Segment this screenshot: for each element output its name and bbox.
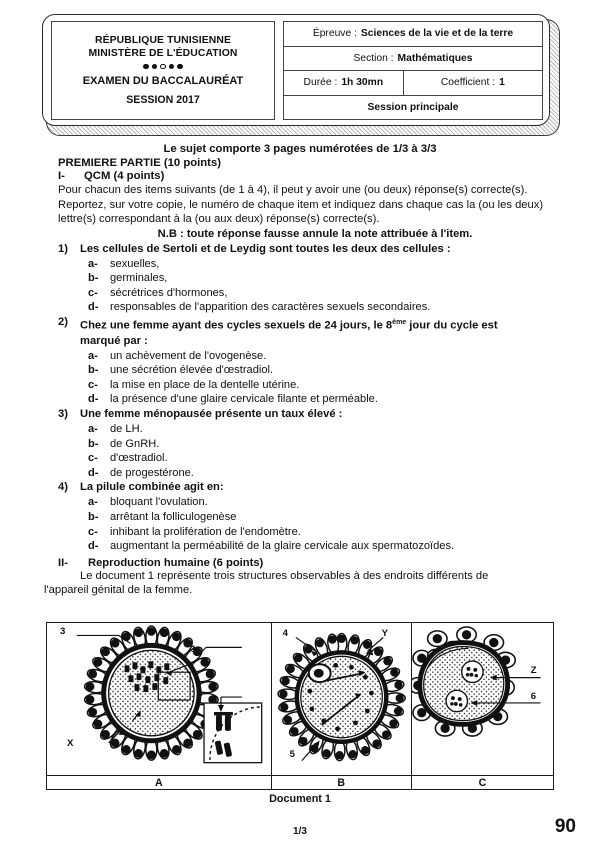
question-4-option-a: [0, 495, 600, 510]
option-letter: c-: [88, 378, 98, 391]
coefficient-label: Coefficient :: [440, 77, 496, 89]
question-1-option-b: [0, 271, 600, 286]
question-2-text-pre: Chez une femme ayant des cycles sexuels de 24 jours, le 8: [80, 319, 393, 332]
panel-a-drawing: [47, 623, 271, 775]
panel-a-label-2: 2: [197, 688, 203, 699]
option-text: de LH.: [110, 422, 143, 435]
option-letter: b-: [88, 364, 99, 377]
question-2-text-post: jour du cycle est: [406, 319, 498, 332]
qcm-instructions: Pour chacun des items suivants (de 1 à 4), il peut y avoir une (ou deux) réponse(s) correcte(s). Reportez, sur votre copie, le numéro de chaque item et indiquez dans chaque cas la (ou les deux) lettre(s) correspondant à la (ou aux deux) réponse(s) correcte(s).: [58, 184, 544, 225]
document-1-figure: [46, 622, 554, 790]
duree-label: Durée :: [303, 77, 338, 89]
panel-caption-b: B: [272, 776, 412, 789]
panel-caption-c: C: [478, 776, 487, 789]
question-2-option-b: [0, 363, 600, 378]
figure-panel-captions: [47, 775, 553, 789]
panel-b-label-5: 5: [289, 749, 295, 760]
question-1-number: 1): [58, 242, 68, 255]
header-institution-box: [51, 21, 275, 120]
question-1: [0, 242, 600, 257]
option-text: d'œstradiol.: [110, 452, 168, 465]
section-label: Section :: [353, 52, 394, 64]
option-text: un achèvement de l'ovogenèse.: [110, 349, 267, 362]
section-reproduction-heading: [0, 557, 600, 569]
exam-name: EXAMEN DU BACCALAURÉAT: [82, 75, 244, 88]
option-letter: a-: [88, 257, 98, 270]
chromosome-inset-a: [204, 697, 262, 763]
option-letter: b-: [88, 437, 99, 450]
option-text: sécrétrices d'hormones,: [110, 286, 228, 299]
republic-line: RÉPUBLIQUE TUNISIENNE: [94, 34, 232, 46]
option-letter: c-: [88, 452, 98, 465]
question-3: [0, 407, 600, 422]
section-row: [284, 47, 542, 72]
question-4-text: La pilule combinée agit en:: [80, 481, 224, 494]
question-3-option-a: [0, 422, 600, 437]
duree-value: 1h 30mn: [341, 77, 384, 89]
document-1-caption: Document 1: [269, 793, 331, 805]
intro-line1-text: Le document 1 représente trois structures observables à des endroits différents de: [80, 569, 489, 582]
section-reproduction-roman: II-: [58, 556, 68, 569]
question-2-continuation: marqué par :: [80, 334, 148, 347]
panel-c-label-6: 6: [530, 691, 537, 702]
figure-panels: [47, 623, 553, 775]
option-letter: d-: [88, 393, 99, 406]
option-letter: c-: [88, 286, 98, 299]
option-letter: a-: [88, 349, 98, 362]
header-details-table: [283, 21, 543, 120]
dot-filled-icon: [169, 64, 175, 70]
option-letter: d-: [88, 466, 99, 479]
question-3-option-d: [0, 466, 600, 481]
option-letter: c-: [88, 525, 98, 538]
panel-b-label-4: 4: [282, 628, 288, 639]
option-text: la présence d'une glaire cervicale filante et perméable.: [110, 393, 378, 406]
coefficient-value: 1: [499, 77, 505, 89]
question-2-number: 2): [58, 315, 68, 328]
option-letter: d-: [88, 540, 99, 553]
question-2-option-a: [0, 349, 600, 364]
option-letter: b-: [88, 272, 99, 285]
duree-coefficient-row: [284, 71, 542, 96]
question-2-option-c: [0, 378, 600, 393]
figure-panel-b: [272, 623, 412, 775]
option-text: augmentant la perméabilité de la glaire cervicale aux spermatozoïdes.: [110, 540, 455, 553]
question-1-option-c: [0, 286, 600, 301]
panel-a-label-x: X: [67, 738, 74, 749]
session-type-value: Session principale: [367, 101, 459, 113]
figure-panel-a: [47, 623, 272, 775]
option-letter: b-: [88, 510, 99, 523]
option-letter: a-: [88, 422, 98, 435]
option-text: arrêtant la folliculogenèse: [110, 510, 237, 523]
exam-body: [0, 143, 600, 598]
section-reproduction-title: Reproduction humaine (6 points): [88, 556, 264, 569]
duree-cell: [284, 71, 404, 95]
question-4-option-d: [0, 539, 600, 554]
panel-a-label-1: 1: [191, 644, 197, 655]
section-qcm-title: QCM (4 points): [84, 170, 165, 182]
page-number: 1/3: [293, 826, 307, 837]
dot-filled-icon: [143, 64, 149, 70]
dot-filled-icon: [152, 64, 158, 70]
section-qcm-roman: I-: [58, 170, 65, 182]
option-text: sexuelles,: [110, 257, 160, 270]
panel-caption-a: A: [47, 776, 272, 789]
question-3-option-c: [0, 451, 600, 466]
option-text: germinales,: [110, 272, 168, 285]
subject-note: Le sujet comporte 3 pages numérotées de 1/3 à 3/3: [163, 143, 437, 155]
question-1-option-a: [0, 257, 600, 272]
section-reproduction-intro-line2: l'appareil génital de la femme.: [44, 584, 193, 597]
exam-session: SESSION 2017: [126, 94, 200, 107]
nb-note: N.B : toute réponse fausse annule la note attribuée à l'item.: [157, 227, 473, 240]
question-2-text: [80, 315, 600, 334]
dot-filled-icon: [177, 64, 183, 70]
session-type-row: [284, 96, 542, 120]
decorative-dots: [143, 64, 183, 70]
epreuve-value: Sciences de la vie et de la terre: [360, 28, 514, 40]
panel-c-label-z: Z: [530, 665, 537, 676]
question-1-text: Les cellules de Sertoli et de Leydig sont toutes les deux des cellules :: [80, 242, 451, 255]
option-text: la mise en place de la dentelle utérine.: [110, 378, 300, 391]
question-2: [0, 315, 600, 334]
question-2-superscript: ème: [392, 318, 407, 326]
option-letter: a-: [88, 496, 98, 509]
figure-panel-c: [412, 623, 553, 775]
epreuve-row: [284, 22, 542, 47]
question-1-option-d: [0, 300, 600, 315]
question-4-number: 4): [58, 481, 68, 494]
panel-a-label-3: 3: [60, 626, 66, 637]
question-3-text: Une femme ménopausée présente un taux élevé :: [80, 407, 343, 420]
question-3-number: 3): [58, 407, 68, 420]
coefficient-cell: [404, 71, 542, 95]
panel-b-label-y: Y: [381, 628, 389, 639]
question-2-option-d: [0, 392, 600, 407]
question-3-option-b: [0, 437, 600, 452]
option-text: de progestérone.: [110, 466, 194, 479]
corner-number: 90: [554, 816, 576, 837]
section-reproduction-intro-line1: [0, 569, 600, 584]
question-4-option-c: [0, 525, 600, 540]
exam-header-frame: [42, 14, 558, 134]
section-qcm-heading: [0, 170, 600, 182]
option-text: bloquant l'ovulation.: [110, 496, 208, 509]
header-inner-frame: [42, 14, 550, 126]
part-one-title: PREMIERE PARTIE (10 points): [58, 157, 221, 169]
dot-hollow-icon: [160, 64, 166, 70]
option-text: de GnRH.: [110, 437, 160, 450]
ministry-line: MINISTÈRE DE L'ÉDUCATION: [88, 47, 238, 59]
question-4: [0, 480, 600, 495]
question-4-option-b: [0, 510, 600, 525]
option-letter: d-: [88, 301, 99, 314]
option-text: inhibant la prolifération de l'endomètre.: [110, 525, 301, 538]
epreuve-label: Épreuve :: [312, 28, 357, 40]
option-text: une sécrétion élevée d'œstradiol.: [110, 364, 274, 377]
section-value: Mathématiques: [397, 52, 473, 64]
option-text: responsables de l'apparition des caractères sexuels secondaires.: [110, 301, 431, 314]
